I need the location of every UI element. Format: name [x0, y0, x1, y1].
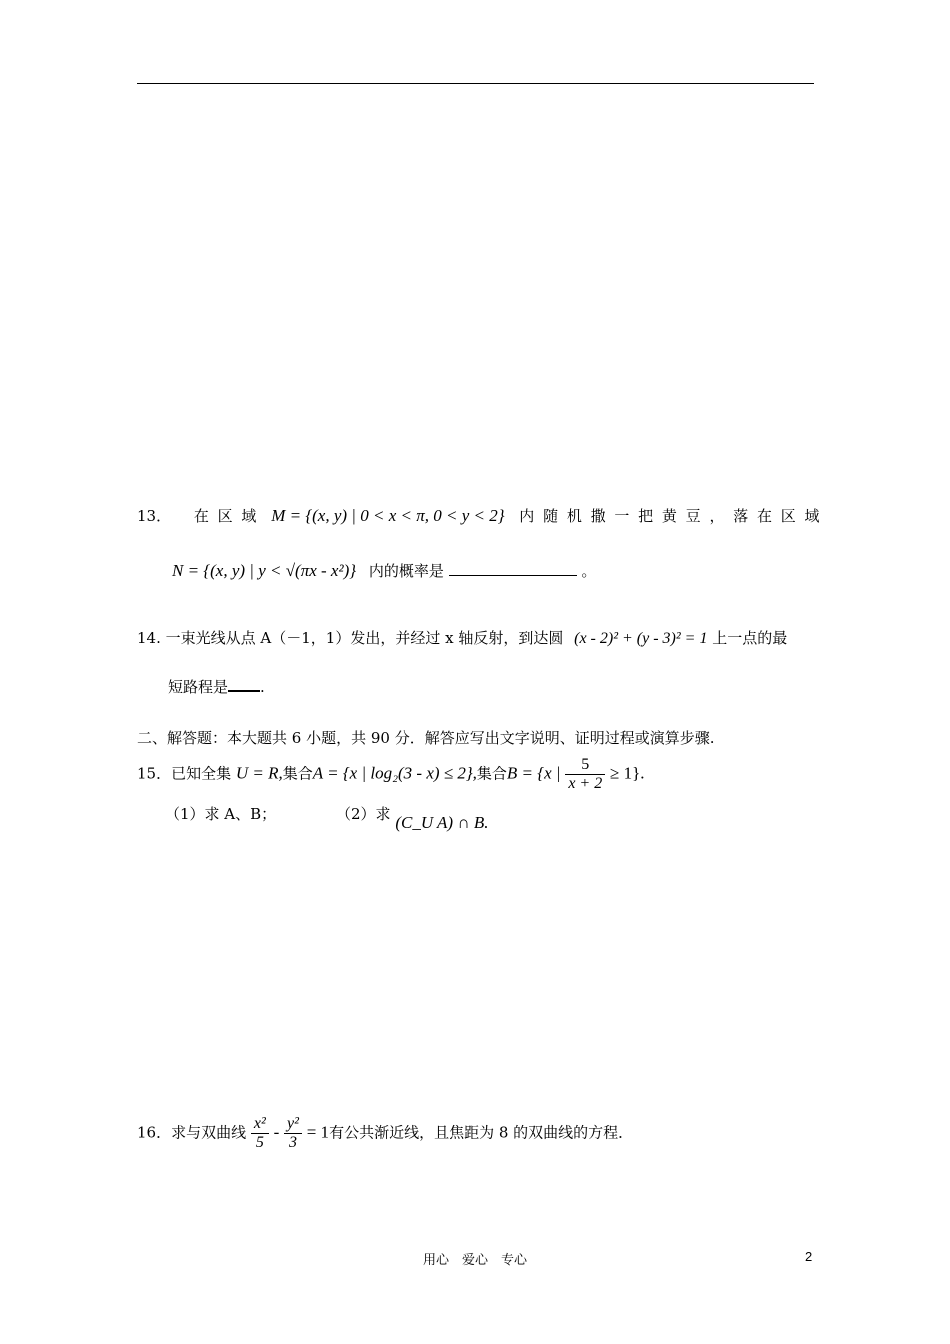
section2-heading: 二、解答题：本大题共 6 小题，共 90 分．解答应写出文字说明、证明过程或演算步骤. [137, 729, 715, 747]
q13-set-n: N = {(x, y) | y < √(πx - x²)} [172, 561, 357, 580]
q15-part2-label: （2）求 [336, 805, 391, 823]
q15-b-fraction [565, 756, 605, 793]
q14-line-1 [137, 627, 787, 648]
q15-part1: （1）求 A、B； [165, 805, 277, 823]
q13-line-1 [137, 505, 822, 526]
q15-number: 15． [137, 764, 172, 783]
q15-b-numerator: 5 [565, 756, 605, 775]
q13-answer-blank[interactable] [449, 561, 577, 576]
header-rule [137, 83, 814, 84]
q16-frac1-numerator: x² [253, 1115, 266, 1132]
q16-line [137, 1115, 633, 1152]
q14-text-3: 短路程是 [168, 678, 229, 696]
q16-text-2: 有公共渐近线，且焦距为 8 的双曲线的方程． [329, 1123, 634, 1142]
q15-line-2-part2 [336, 803, 489, 832]
q16-number: 16． [137, 1123, 172, 1142]
q15-b-left: B = {x | [506, 763, 561, 783]
q15-b-denominator: x + 2 [568, 775, 603, 792]
q13-line-2 [172, 560, 596, 581]
q16-frac1-denominator: 5 [251, 1133, 269, 1152]
q15-b-right: ≥ 1}. [610, 763, 645, 783]
q13-set-m: M = {(x, y) | 0 < x < π, 0 < y < 2} [271, 506, 505, 525]
q16-minus: - [273, 1122, 280, 1142]
q15-line-2 [165, 803, 276, 824]
q15-u-def: U = R, [235, 763, 283, 783]
q16-frac2-numerator: y² [287, 1115, 299, 1132]
q14-answer-blank[interactable] [228, 676, 260, 692]
q14-end: . [260, 678, 265, 696]
q14-text-1: 一束光线从点 A（－1，1）发出，并经过 x 轴反射，到达圆 [165, 629, 564, 647]
q15-line-1 [137, 756, 645, 793]
q15-a-def: A = {x | log₂(3 - x) ≤ 2}, [312, 763, 477, 783]
q16-frac2-denominator: 3 [284, 1133, 302, 1152]
q13-text-before: 在 区 域 [193, 507, 259, 525]
q14-text-2: 上一点的最 [712, 629, 788, 647]
q13-end: 。 [581, 562, 597, 580]
q16-text-1: 求与双曲线 [171, 1123, 247, 1142]
page-number: 2 [805, 1249, 813, 1264]
q14-circle-eq: (x - 2)² + (y - 3)² = 1 [574, 630, 708, 647]
q16-fraction-2 [284, 1115, 302, 1152]
q15-text-3: 集合 [476, 764, 507, 783]
q13-text-after: 内的概率是 [368, 562, 444, 580]
q13-number: 13． [137, 507, 172, 525]
q15-text-1: 已知全集 [171, 764, 232, 783]
q15-part2-expr: (C_U A) ∩ B. [395, 813, 489, 832]
q16-fraction-1 [251, 1115, 269, 1152]
q13-text-middle: 内 随 机 撒 一 把 黄 豆 ， 落 在 区 域 [519, 507, 822, 525]
footer-center: 用心 爱心 专心 [422, 1253, 527, 1268]
q16-equals: = 1 [306, 1122, 330, 1142]
q14-number: 14. [137, 629, 161, 647]
q14-line-2 [168, 676, 265, 697]
q15-text-2: 集合 [282, 764, 313, 783]
